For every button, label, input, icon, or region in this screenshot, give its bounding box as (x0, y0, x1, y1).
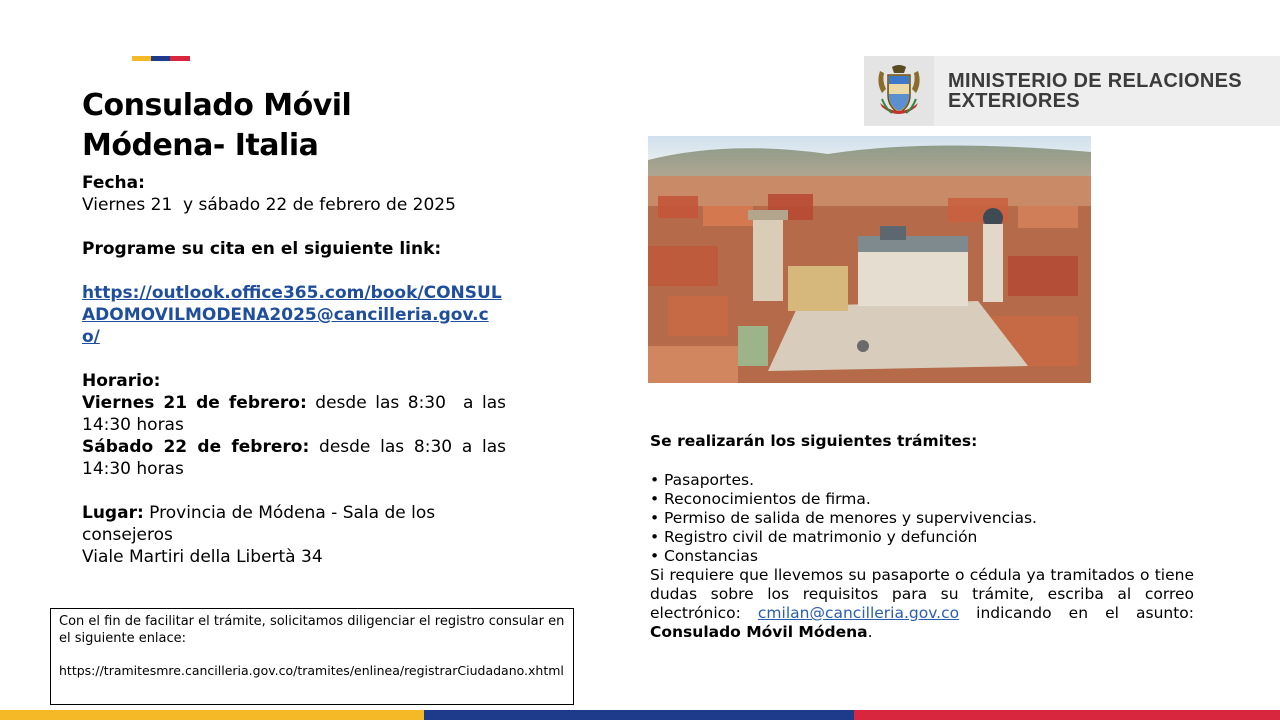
registration-note (50, 608, 574, 705)
tramites-list (650, 471, 1194, 566)
page-title (82, 86, 351, 166)
lugar-value: Provincia de Módena - Sala de los consejeros (82, 503, 436, 545)
ministry-name (934, 71, 1242, 111)
bottom-flag-bar (0, 710, 1280, 720)
registration-url[interactable]: https://tramitesmre.cancilleria.gov.co/tramites/enlinea/registrarCiudadano.xhtml (59, 663, 564, 678)
fecha-value: Viernes 21 y sábado 22 de febrero de 2025 (82, 195, 456, 215)
event-details (82, 172, 512, 568)
cita-label: Programe su cita en el siguiente link: (82, 239, 442, 259)
accent-yellow (132, 56, 151, 61)
horario-sabado (82, 436, 506, 480)
top-accent-stripes (132, 56, 190, 61)
list-item: • Registro civil de matrimonio y defunción (650, 528, 1194, 547)
accent-blue (151, 56, 170, 61)
tramites-info (650, 566, 1194, 642)
info-before: Si requiere que llevemos su pasaporte o cédula ya tramitados o tiene dudas sobre los requisitos para su trámite, escriba al correo electrónico: (650, 566, 1194, 622)
accent-red (170, 56, 190, 61)
tramites-heading: Se realizarán los siguientes trámites: (650, 432, 978, 450)
ministry-name-line1: MINISTERIO DE RELACIONES (948, 70, 1242, 92)
lugar-address: Viale Martiri della Libertà 34 (82, 547, 323, 567)
contact-email-link[interactable]: cmilan@cancilleria.gov.co (757, 604, 960, 622)
lugar (82, 502, 506, 546)
email-subject: Consulado Móvil Módena (650, 623, 868, 641)
title-line2: Módena- Italia (82, 128, 319, 163)
bottom-bar-yellow (0, 710, 424, 720)
list-item: • Reconocimientos de firma. (650, 490, 1194, 509)
info-middle: indicando en el asunto: (959, 604, 1194, 622)
lugar-label: Lugar: (82, 503, 144, 523)
city-aerial-photo (648, 136, 1091, 383)
horario-label: Horario: (82, 371, 161, 391)
list-item: • Constancias (650, 547, 1194, 566)
info-end: . (867, 623, 873, 641)
bottom-bar-red (854, 710, 1280, 720)
title-line1: Consulado Móvil (82, 88, 352, 123)
colombia-coat-of-arms-icon (864, 56, 934, 126)
list-item: • Pasaportes. (650, 471, 1194, 490)
list-item: • Permiso de salida de menores y supervivencias. (650, 509, 1194, 528)
fecha-label: Fecha: (82, 173, 145, 193)
horario-sabado-value: desde las 8:30 a las 14:30 horas (82, 437, 507, 479)
ministry-name-line2: EXTERIORES (948, 90, 1080, 112)
tramites-section (650, 432, 1194, 642)
note-text: Con el fin de facilitar el trámite, solicitamos diligenciar el registro consular en el siguiente enlace: (59, 614, 565, 646)
bottom-bar-blue (424, 710, 854, 720)
horario-viernes-label: Viernes 21 de febrero: (82, 393, 307, 413)
horario-sabado-label: Sábado 22 de febrero: (82, 437, 310, 457)
horario-viernes-value: desde las 8:30 a las 14:30 horas (82, 393, 512, 435)
ministry-logo (864, 56, 1280, 126)
booking-link[interactable]: https://outlook.office365.com/book/CONSULADOMOVILMODENA2025@cancilleria.gov.co/ (82, 283, 502, 347)
horario-viernes (82, 392, 512, 436)
